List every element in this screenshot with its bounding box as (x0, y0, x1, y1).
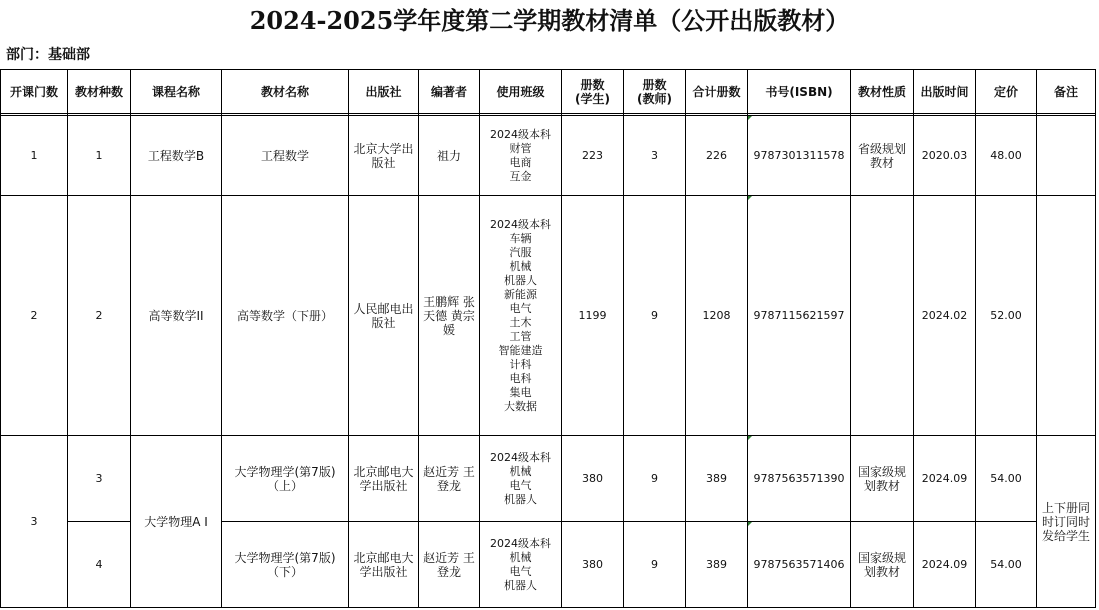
header-book-name: 教材名称 (222, 70, 349, 114)
cell-classes (480, 436, 562, 522)
cell-publisher: 北京邮电大学出版社 (349, 522, 419, 608)
cell-isbn: 9787563571406 (748, 522, 851, 608)
cell-book-no: 4 (68, 522, 131, 608)
cell-course-name: 高等数学II (131, 196, 222, 436)
cell-pub-date: 2024.02 (914, 196, 976, 436)
cell-book-name: 高等数学（下册） (222, 196, 349, 436)
class-item: 机械 (509, 259, 532, 273)
cell-author: 王鹏辉 张天德 黄宗媛 (419, 196, 480, 436)
cell-teachers: 9 (624, 522, 686, 608)
class-item: 电商 (509, 155, 532, 169)
cell-price: 54.00 (976, 436, 1037, 522)
cell-book-name: 大学物理学(第7版)（上） (222, 436, 349, 522)
class-item: 2024级本科 (490, 450, 551, 464)
cell-total: 389 (686, 522, 748, 608)
header-teachers (624, 70, 686, 114)
cell-author: 赵近芳 王登龙 (419, 436, 480, 522)
header-teachers-line2: (教师) (637, 91, 672, 106)
cell-book-name: 工程数学 (222, 116, 349, 196)
cell-course-name: 大学物理A I (131, 436, 222, 608)
cell-classes (480, 196, 562, 436)
class-item: 智能建造 (498, 343, 543, 357)
cell-author: 祖力 (419, 116, 480, 196)
class-item: 机器人 (504, 578, 537, 592)
header-teachers-line1: 册数 (642, 77, 667, 92)
header-course-count: 开课门数 (1, 70, 68, 114)
class-item: 大数据 (504, 399, 537, 413)
department-label: 部门：基础部 (6, 47, 90, 63)
class-item: 电气 (509, 478, 532, 492)
header-classes: 使用班级 (480, 70, 562, 114)
cell-isbn: 9787301311578 (748, 116, 851, 196)
cell-nature: 国家级规划教材 (851, 522, 914, 608)
cell-pub-date: 2020.03 (914, 116, 976, 196)
cell-students: 1199 (562, 196, 624, 436)
header-isbn: 书号(ISBN) (748, 70, 851, 114)
header-row (1, 70, 1096, 114)
table-row (1, 436, 1096, 522)
class-item: 机械 (509, 550, 532, 564)
cell-price: 52.00 (976, 196, 1037, 436)
table-row (1, 196, 1096, 436)
header-students-line2: (学生) (575, 91, 610, 106)
cell-total: 389 (686, 436, 748, 522)
header-remark: 备注 (1037, 70, 1096, 114)
cell-pub-date: 2024.09 (914, 436, 976, 522)
cell-course-no: 1 (1, 116, 68, 196)
cell-price: 48.00 (976, 116, 1037, 196)
cell-book-no: 3 (68, 436, 131, 522)
class-item: 机械 (509, 464, 532, 478)
cell-book-name: 大学物理学(第7版)（下） (222, 522, 349, 608)
header-nature: 教材性质 (851, 70, 914, 114)
cell-author: 赵近芳 王登龙 (419, 522, 480, 608)
cell-teachers: 9 (624, 196, 686, 436)
cell-book-no: 2 (68, 196, 131, 436)
class-item: 车辆 (509, 231, 532, 245)
cell-classes (480, 522, 562, 608)
class-item: 财管 (509, 141, 532, 155)
cell-remark (1037, 116, 1096, 196)
textbook-table (0, 69, 1096, 608)
header-author: 编著者 (419, 70, 480, 114)
class-item: 2024级本科 (490, 536, 551, 550)
class-item: 电气 (509, 564, 532, 578)
class-item: 土木 (509, 315, 532, 329)
cell-course-no: 3 (1, 436, 68, 608)
class-item: 电科 (509, 371, 532, 385)
class-item: 新能源 (504, 287, 537, 301)
class-item: 机器人 (504, 273, 537, 287)
class-item: 工管 (509, 329, 532, 343)
class-item: 互金 (509, 169, 532, 183)
cell-teachers: 9 (624, 436, 686, 522)
cell-publisher: 北京大学出版社 (349, 116, 419, 196)
cell-nature (851, 196, 914, 436)
header-book-count: 教材种数 (68, 70, 131, 114)
cell-isbn: 9787563571390 (748, 436, 851, 522)
cell-pub-date: 2024.09 (914, 522, 976, 608)
cell-price: 54.00 (976, 522, 1037, 608)
class-item: 2024级本科 (490, 127, 551, 141)
class-item: 计科 (509, 357, 532, 371)
cell-course-name: 工程数学B (131, 116, 222, 196)
cell-publisher: 北京邮电大学出版社 (349, 436, 419, 522)
header-students (562, 70, 624, 114)
class-item: 汽服 (509, 245, 532, 259)
cell-classes (480, 116, 562, 196)
cell-remark: 上下册同时订同时发给学生 (1037, 436, 1096, 608)
cell-total: 226 (686, 116, 748, 196)
class-item: 集电 (509, 385, 532, 399)
cell-course-no: 2 (1, 196, 68, 436)
cell-total: 1208 (686, 196, 748, 436)
cell-students: 223 (562, 116, 624, 196)
cell-nature: 省级规划教材 (851, 116, 914, 196)
cell-book-no: 1 (68, 116, 131, 196)
class-item: 机器人 (504, 492, 537, 506)
header-students-line1: 册数 (580, 77, 605, 92)
cell-teachers: 3 (624, 116, 686, 196)
cell-isbn: 9787115621597 (748, 196, 851, 436)
cell-students: 380 (562, 522, 624, 608)
class-item: 2024级本科 (490, 217, 551, 231)
header-price: 定价 (976, 70, 1037, 114)
document-title: 2024-2025学年度第二学期教材清单（公开出版教材） (249, 6, 850, 35)
header-course-name: 课程名称 (131, 70, 222, 114)
table-row (1, 116, 1096, 196)
cell-nature: 国家级规划教材 (851, 436, 914, 522)
cell-remark (1037, 196, 1096, 436)
header-total: 合计册数 (686, 70, 748, 114)
cell-publisher: 人民邮电出版社 (349, 196, 419, 436)
cell-students: 380 (562, 436, 624, 522)
header-publisher: 出版社 (349, 70, 419, 114)
header-pub-date: 出版时间 (914, 70, 976, 114)
class-item: 电气 (509, 301, 532, 315)
